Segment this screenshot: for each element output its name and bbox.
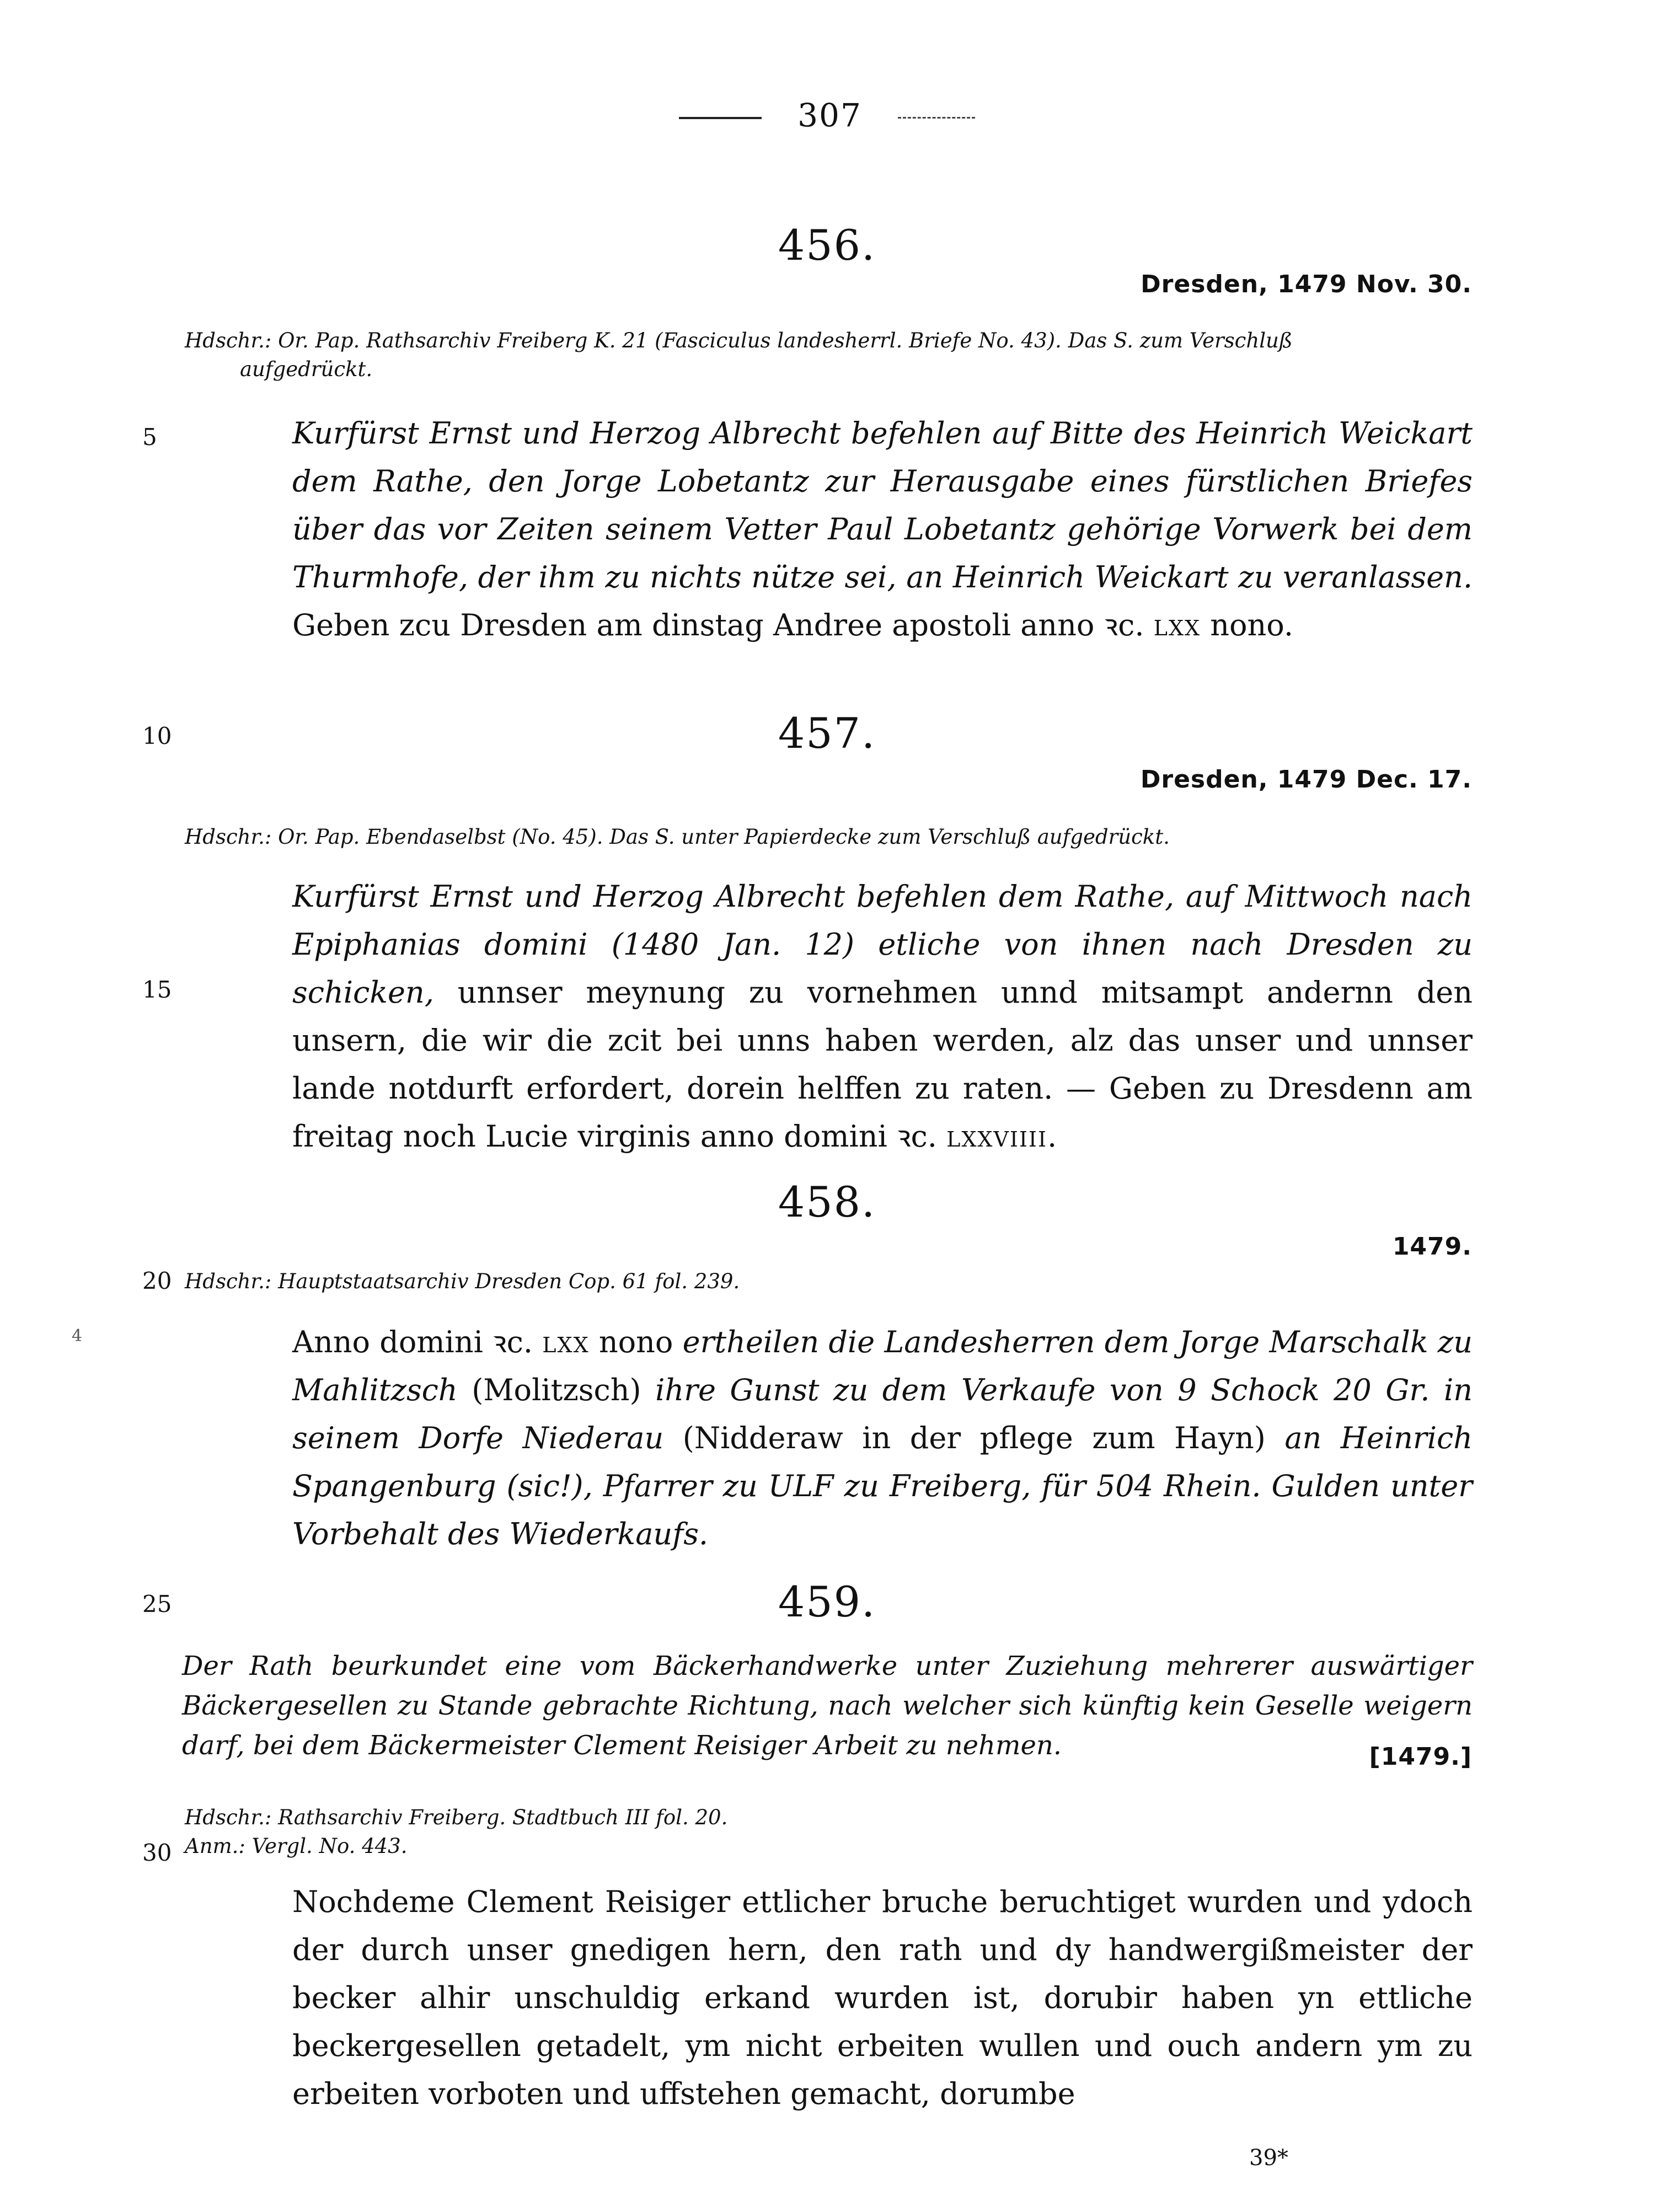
line-number-15: 15: [142, 976, 172, 1003]
source-note-line: Hdschr.: Or. Pap. Rathsarchiv Freiberg K. 21 (Fasciculus landesherrl. Briefe No. 43). Das S. zum Verschluß: [185, 329, 1293, 352]
source-note-line: aufgedrückt.: [240, 357, 373, 381]
document-number-458: 458.: [778, 1177, 876, 1226]
line-number-30: 30: [142, 1839, 172, 1866]
dating-clause: Geben zcu Dresden am dinstag Andree apostoli anno ꝛc.: [292, 608, 1154, 642]
source-note-line: Hdschr.: Rathsarchiv Freiberg. Stadtbuch III fol. 20.: [185, 1806, 728, 1829]
sheet-signature: 39*: [1249, 2145, 1288, 2171]
regest-text: ertheilen die Landesherren dem Jorge Marschalk zu Mahlitzsch: [292, 1325, 1473, 1407]
roman-numeral: lxx: [1153, 608, 1201, 642]
regest-text: an Heinrich Spangenburg (sic!), Pfarrer zu ULF zu Freiberg, für 504 Rhein. Gulden unter Vorbehalt des Wiederkaufs.: [292, 1421, 1473, 1551]
document-date-458: 1479.: [1392, 1233, 1472, 1261]
dating-clause-end: nono.: [1201, 608, 1294, 642]
document-date-456: Dresden, 1479 Nov. 30.: [1141, 270, 1472, 298]
regest-459: [182, 1646, 1473, 1765]
line-number-10: 10: [142, 722, 172, 749]
document-text-456: [182, 409, 1473, 649]
document-date-457: Dresden, 1479 Dec. 17.: [1140, 765, 1472, 794]
source-note-457: [185, 823, 1470, 851]
document-text-458: [182, 1318, 1473, 1558]
dating-phrase: Anno domini ꝛc.: [292, 1325, 543, 1359]
document-quote: Nochdeme Clement Reisiger ettlicher bruche beruchtiget wurden und ydoch der durch unser gnedigen hern, den rath und dy handwergißmeister der becker alhir unschuldig erkand wurden ist, dorubir haben yn ettliche beckergesellen getadelt, ym nicht erbeiten wullen und ouch andern ym zu erbeiten vorboten und uffstehen gemacht, dorumbe: [292, 1884, 1473, 2111]
source-note-line: Hdschr.: Hauptstaatsarchiv Dresden Cop. 61 fol. 239.: [185, 1270, 740, 1293]
roman-numeral: lxx: [542, 1325, 590, 1359]
header-rule-left: [679, 117, 762, 119]
quoted-place: (Molitzsch): [457, 1373, 656, 1407]
page-header: [0, 97, 1654, 134]
line-number-25: 25: [142, 1590, 172, 1618]
document-date-459: [1479.]: [1369, 1743, 1472, 1771]
regest-text: ihre Gunst zu dem Verkaufe von 9 Schock 20 Gr. in seinem Dorfe Niederau: [292, 1373, 1473, 1455]
roman-numeral: lxxviiii.: [946, 1119, 1058, 1154]
regest-text: Der Rath beurkundet eine vom Bäckerhandwerke unter Zuziehung mehrerer auswärtiger Bäckergesellen zu Stande gebrachte Richtung, nach welcher sich künftig kein Geselle weigern darf, bei dem Bäckermeister Clement Reisiger Arbeit zu nehmen.: [182, 1651, 1473, 1761]
quoted-place: (Nidderaw in der pflege zum Hayn): [663, 1421, 1285, 1455]
document-number-459: 459.: [778, 1577, 876, 1626]
source-note-459: [185, 1803, 1470, 1861]
source-note-456: [185, 326, 1470, 384]
line-number-5: 5: [142, 424, 157, 451]
annotation-note: Anm.: Vergl. No. 443.: [185, 1834, 408, 1858]
document-text-457: [182, 872, 1473, 1160]
source-note-line: Hdschr.: Or. Pap. Ebendaselbst (No. 45). Das S. unter Papierdecke zum Verschluß aufgedrückt.: [185, 825, 1170, 849]
source-note-458: [185, 1267, 1470, 1296]
document-number-457: 457.: [778, 709, 876, 758]
header-rule-right: [898, 117, 975, 119]
line-number-20: 20: [142, 1267, 172, 1294]
document-number-456: 456.: [778, 221, 876, 270]
margin-mark: 4: [72, 1326, 83, 1346]
page-number: 307: [797, 97, 862, 134]
dating-phrase-end: nono: [589, 1325, 683, 1359]
regest-text: Kurfürst Ernst und Herzog Albrecht befehlen dem Rathe, auf Mittwoch nach Epiphanias domini (1480 Jan. 12) etliche von ihnen nach Dresden zu schicken,: [292, 879, 1473, 1010]
regest-text: Kurfürst Ernst und Herzog Albrecht befehlen auf Bitte des Heinrich Weickart dem Rathe, den Jorge Lobetantz zur Herausgabe eines fürstlichen Briefes über das vor Zeiten seinem Vetter Paul Lobetantz gehörige Vorwerk bei dem Thurmhofe, der ihm zu nichts nütze sei, an Heinrich Weickart zu veranlassen.: [292, 416, 1473, 594]
document-text-459: [182, 1878, 1473, 2118]
document-quote: unnser meynung zu vornehmen unnd mitsampt andernn den unsern, die wir die zcit bei unns haben werden, alz das unser und unnser lande notdurft erfordert, dorein helffen zu raten. — Geben zu Dresdenn am freitag noch Lucie virginis anno domini ꝛc.: [292, 975, 1473, 1154]
